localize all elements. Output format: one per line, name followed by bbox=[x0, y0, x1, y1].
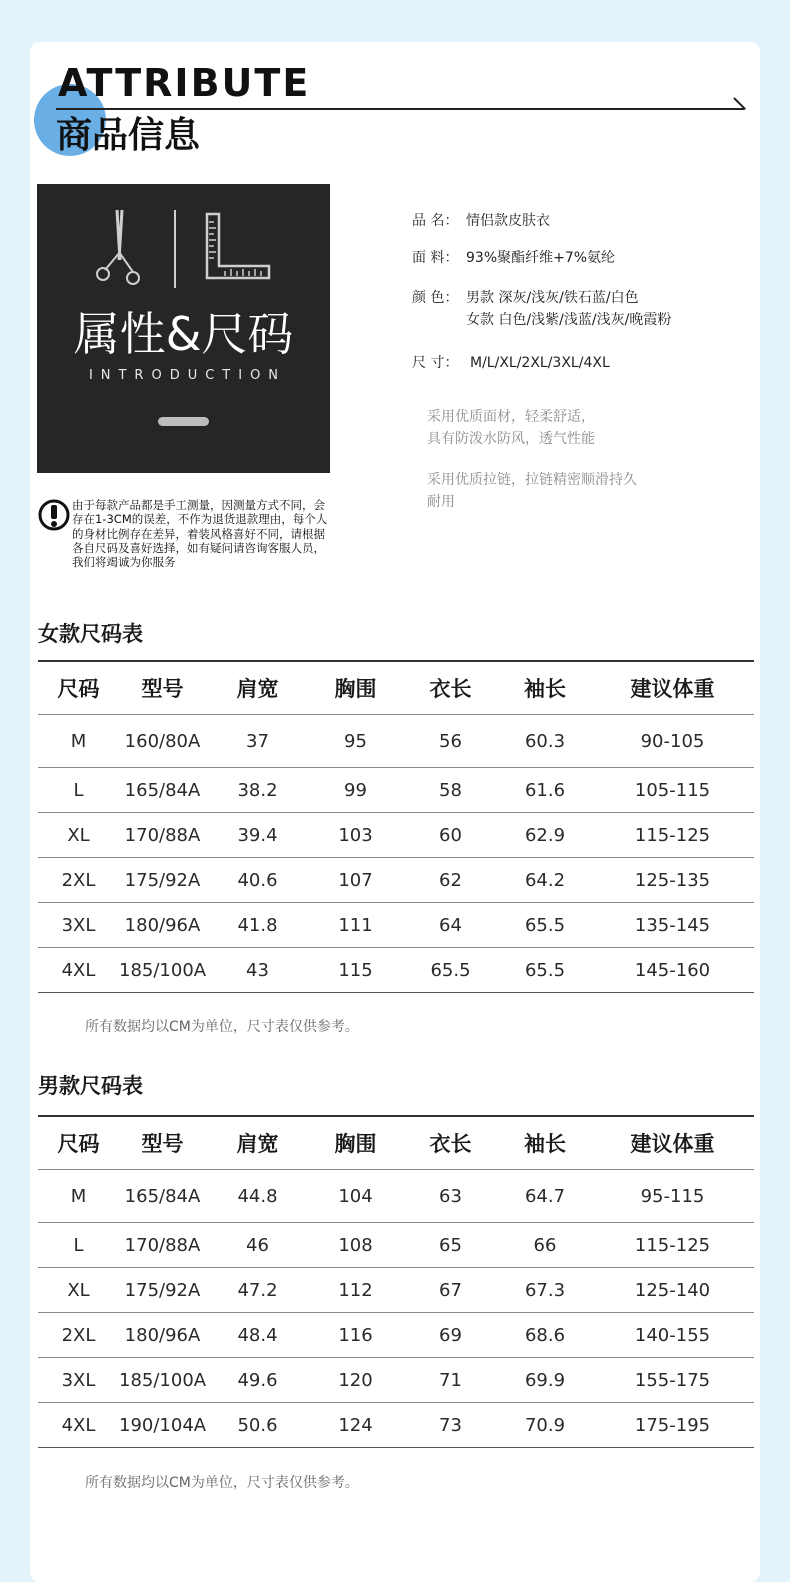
col-header-model: 型号 bbox=[119, 661, 206, 715]
table-row bbox=[38, 1358, 754, 1403]
table-row bbox=[38, 948, 754, 993]
cell-shoulder: 50.6 bbox=[206, 1403, 309, 1448]
cell-size: M bbox=[38, 1170, 119, 1223]
cell-weight: 135-145 bbox=[591, 903, 754, 948]
cell-chest: 99 bbox=[309, 768, 402, 813]
cell-model: 170/88A bbox=[119, 813, 206, 858]
cell-chest: 120 bbox=[309, 1358, 402, 1403]
cell-weight: 115-125 bbox=[591, 813, 754, 858]
col-header-size: 尺码 bbox=[38, 1116, 119, 1170]
header-divider bbox=[56, 108, 744, 110]
feature-fabric bbox=[427, 406, 595, 450]
cell-shoulder: 37 bbox=[206, 715, 309, 768]
cell-length: 65.5 bbox=[402, 948, 499, 993]
info-fabric-value: 93%聚酯纤维+7%氨纶 bbox=[466, 250, 616, 266]
cell-model: 165/84A bbox=[119, 1170, 206, 1223]
table-row bbox=[38, 813, 754, 858]
table-row bbox=[38, 768, 754, 813]
cell-model: 185/100A bbox=[119, 1358, 206, 1403]
cell-weight: 115-125 bbox=[591, 1223, 754, 1268]
cell-shoulder: 39.4 bbox=[206, 813, 309, 858]
men-table-footnote: 所有数据均以CM为单位，尺寸表仅供参考。 bbox=[85, 1475, 359, 1491]
cell-weight: 90-105 bbox=[591, 715, 754, 768]
cell-sleeve: 67.3 bbox=[499, 1268, 591, 1313]
ruler-icon bbox=[205, 212, 273, 280]
cell-model: 175/92A bbox=[119, 1268, 206, 1313]
col-header-sleeve: 袖长 bbox=[499, 661, 591, 715]
cell-length: 65 bbox=[402, 1223, 499, 1268]
cell-chest: 124 bbox=[309, 1403, 402, 1448]
feature-zipper-line2: 耐用 bbox=[427, 494, 455, 510]
cell-weight: 105-115 bbox=[591, 768, 754, 813]
table-row bbox=[38, 903, 754, 948]
cell-length: 71 bbox=[402, 1358, 499, 1403]
badge-pill bbox=[158, 417, 209, 426]
cell-size: XL bbox=[38, 813, 119, 858]
cell-length: 60 bbox=[402, 813, 499, 858]
col-header-weight: 建议体重 bbox=[591, 1116, 754, 1170]
cell-sleeve: 60.3 bbox=[499, 715, 591, 768]
table-row bbox=[38, 1170, 754, 1223]
cell-weight: 175-195 bbox=[591, 1403, 754, 1448]
cell-weight: 125-140 bbox=[591, 1268, 754, 1313]
table-row bbox=[38, 1313, 754, 1358]
cell-size: 3XL bbox=[38, 1358, 119, 1403]
info-fabric-row bbox=[412, 248, 615, 268]
col-header-model: 型号 bbox=[119, 1116, 206, 1170]
cell-sleeve: 64.7 bbox=[499, 1170, 591, 1223]
cell-weight: 95-115 bbox=[591, 1170, 754, 1223]
col-header-chest: 胸围 bbox=[309, 661, 402, 715]
women-table-body bbox=[38, 715, 754, 993]
cell-length: 62 bbox=[402, 858, 499, 903]
info-color-row bbox=[412, 288, 639, 308]
cell-model: 190/104A bbox=[119, 1403, 206, 1448]
col-header-sleeve: 袖长 bbox=[499, 1116, 591, 1170]
badge-divider bbox=[174, 210, 176, 288]
cell-sleeve: 65.5 bbox=[499, 948, 591, 993]
table-header-row bbox=[38, 1116, 754, 1170]
cell-model: 180/96A bbox=[119, 903, 206, 948]
badge-main-text: 属性&尺码 bbox=[73, 307, 294, 361]
cell-chest: 111 bbox=[309, 903, 402, 948]
cell-weight: 125-135 bbox=[591, 858, 754, 903]
cell-size: 2XL bbox=[38, 1313, 119, 1358]
col-header-length: 衣长 bbox=[402, 1116, 499, 1170]
cell-chest: 108 bbox=[309, 1223, 402, 1268]
cell-size: 2XL bbox=[38, 858, 119, 903]
men-size-title: 男款尺码表 bbox=[38, 1074, 143, 1098]
feature-zipper-line1: 采用优质拉链，拉链精密顺滑持久 bbox=[427, 472, 637, 488]
col-header-size: 尺码 bbox=[38, 661, 119, 715]
cell-shoulder: 48.4 bbox=[206, 1313, 309, 1358]
cell-model: 185/100A bbox=[119, 948, 206, 993]
cell-size: L bbox=[38, 1223, 119, 1268]
cell-shoulder: 43 bbox=[206, 948, 309, 993]
col-header-chest: 胸围 bbox=[309, 1116, 402, 1170]
attribute-badge bbox=[37, 184, 330, 473]
cell-shoulder: 40.6 bbox=[206, 858, 309, 903]
feature-fabric-line1: 采用优质面材，轻柔舒适， bbox=[427, 409, 595, 425]
cell-model: 180/96A bbox=[119, 1313, 206, 1358]
cell-shoulder: 41.8 bbox=[206, 903, 309, 948]
cell-shoulder: 44.8 bbox=[206, 1170, 309, 1223]
cell-sleeve: 61.6 bbox=[499, 768, 591, 813]
cell-shoulder: 49.6 bbox=[206, 1358, 309, 1403]
info-size-value: M/L/XL/2XL/3XL/4XL bbox=[470, 355, 610, 371]
info-color-male: 男款 深灰/浅灰/铁石蓝/白色 bbox=[466, 290, 639, 306]
cell-sleeve: 66 bbox=[499, 1223, 591, 1268]
men-size-table bbox=[38, 1115, 754, 1448]
cell-length: 63 bbox=[402, 1170, 499, 1223]
cell-shoulder: 47.2 bbox=[206, 1268, 309, 1313]
col-header-length: 衣长 bbox=[402, 661, 499, 715]
cell-sleeve: 65.5 bbox=[499, 903, 591, 948]
info-size-label: 尺 寸： bbox=[412, 355, 459, 371]
col-header-shoulder: 肩宽 bbox=[206, 661, 309, 715]
cell-weight: 155-175 bbox=[591, 1358, 754, 1403]
scissors-icon bbox=[95, 208, 145, 290]
men-table-body bbox=[38, 1170, 754, 1448]
cell-chest: 115 bbox=[309, 948, 402, 993]
cell-sleeve: 64.2 bbox=[499, 858, 591, 903]
cell-weight: 140-155 bbox=[591, 1313, 754, 1358]
table-header-row bbox=[38, 661, 754, 715]
cell-size: 3XL bbox=[38, 903, 119, 948]
table-row bbox=[38, 1403, 754, 1448]
cell-chest: 103 bbox=[309, 813, 402, 858]
attribute-title: ATTRIBUTE bbox=[58, 61, 311, 105]
cell-chest: 107 bbox=[309, 858, 402, 903]
table-row bbox=[38, 858, 754, 903]
cell-sleeve: 68.6 bbox=[499, 1313, 591, 1358]
info-name-value: 情侣款皮肤衣 bbox=[466, 213, 550, 229]
cell-model: 165/84A bbox=[119, 768, 206, 813]
cell-length: 67 bbox=[402, 1268, 499, 1313]
info-color-female: 女款 白色/浅紫/浅蓝/浅灰/晚霞粉 bbox=[466, 312, 672, 328]
cell-chest: 104 bbox=[309, 1170, 402, 1223]
info-fabric-label: 面 料： bbox=[412, 250, 459, 266]
exclamation-icon bbox=[38, 499, 70, 531]
women-size-title: 女款尺码表 bbox=[38, 622, 143, 646]
cell-weight: 145-160 bbox=[591, 948, 754, 993]
table-row bbox=[38, 715, 754, 768]
feature-zipper bbox=[427, 469, 637, 513]
cell-model: 175/92A bbox=[119, 858, 206, 903]
women-table-footnote: 所有数据均以CM为单位，尺寸表仅供参考。 bbox=[85, 1019, 359, 1035]
cell-size: XL bbox=[38, 1268, 119, 1313]
cell-chest: 95 bbox=[309, 715, 402, 768]
feature-fabric-line2: 具有防泼水防风，透气性能 bbox=[427, 431, 595, 447]
cell-length: 73 bbox=[402, 1403, 499, 1448]
cell-length: 64 bbox=[402, 903, 499, 948]
cell-length: 56 bbox=[402, 715, 499, 768]
women-size-table bbox=[38, 660, 754, 993]
col-header-shoulder: 肩宽 bbox=[206, 1116, 309, 1170]
info-size-row bbox=[412, 353, 610, 373]
col-header-weight: 建议体重 bbox=[591, 661, 754, 715]
info-name-row bbox=[412, 211, 550, 231]
cell-chest: 116 bbox=[309, 1313, 402, 1358]
cell-sleeve: 70.9 bbox=[499, 1403, 591, 1448]
table-row bbox=[38, 1223, 754, 1268]
cell-shoulder: 46 bbox=[206, 1223, 309, 1268]
info-name-label: 品 名： bbox=[412, 213, 459, 229]
product-info-title: 商品信息 bbox=[56, 115, 201, 156]
cell-size: 4XL bbox=[38, 1403, 119, 1448]
cell-sleeve: 69.9 bbox=[499, 1358, 591, 1403]
cell-shoulder: 38.2 bbox=[206, 768, 309, 813]
cell-chest: 112 bbox=[309, 1268, 402, 1313]
badge-sub-text: INTRODUCTION bbox=[88, 368, 287, 383]
cell-length: 69 bbox=[402, 1313, 499, 1358]
cell-sleeve: 62.9 bbox=[499, 813, 591, 858]
info-color-label: 颜 色： bbox=[412, 290, 459, 306]
cell-size: L bbox=[38, 768, 119, 813]
notice-text: 由于每款产品都是手工测量，因测量方式不同，会存在1-3CM的误差，不作为退货退款理由，每个人的身材比例存在差异，着装风格喜好不同，请根据各自尺码及喜好选择，如有疑问请咨询客服人员，我们将竭诚为你服务 bbox=[72, 498, 328, 570]
cell-model: 160/80A bbox=[119, 715, 206, 768]
table-row bbox=[38, 1268, 754, 1313]
cell-length: 58 bbox=[402, 768, 499, 813]
cell-model: 170/88A bbox=[119, 1223, 206, 1268]
cell-size: M bbox=[38, 715, 119, 768]
cell-size: 4XL bbox=[38, 948, 119, 993]
